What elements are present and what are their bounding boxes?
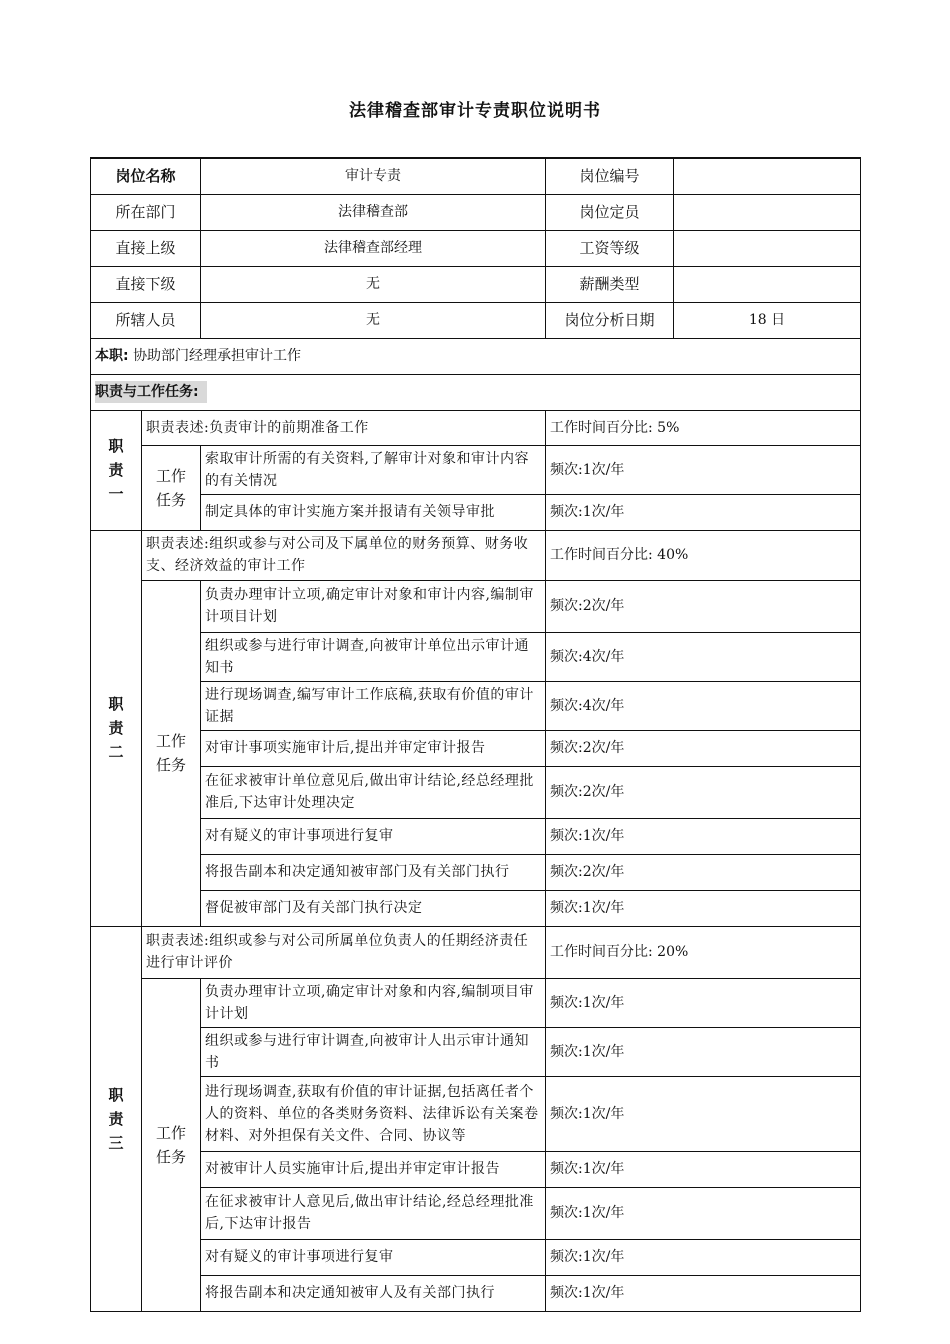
- duty-3-task-3: 进行现场调查,获取有价值的审计证据,包括离任者个人的资料、单位的各类财务资料、法律诉讼有关案卷材料、对外担保有关文件、合同、协议等: [201, 1076, 546, 1151]
- table-row: [91, 1239, 861, 1275]
- table-row: [91, 1275, 861, 1311]
- pay-type-value: [674, 266, 861, 302]
- info-row-department: [91, 194, 861, 230]
- table-row: [91, 766, 861, 818]
- duty-3-task-1: 负责办理审计立项,确定审计对象和内容,编制项目审计计划: [201, 978, 546, 1027]
- duties-header-cell: [91, 374, 861, 410]
- duty-1-task-1: 索取审计所需的有关资料,了解审计对象和审计内容的有关情况: [201, 445, 546, 494]
- position-code-value: [674, 158, 861, 194]
- duty-2-task-3-freq: 频次:4次/年: [546, 681, 861, 730]
- main-duty-cell: [91, 338, 861, 374]
- table-row: [91, 445, 861, 494]
- table-row: [91, 818, 861, 854]
- duty-2-task-2: 组织或参与进行审计调查,向被审计单位出示审计通知书: [201, 632, 546, 681]
- table-row: [91, 632, 861, 681]
- duties-header-row: [91, 374, 861, 410]
- position-code-label: 岗位编号: [546, 158, 674, 194]
- superior-label: 直接上级: [91, 230, 201, 266]
- table-row: [91, 681, 861, 730]
- subordinate-label: 直接下级: [91, 266, 201, 302]
- info-row-superior: [91, 230, 861, 266]
- table-row: [91, 854, 861, 890]
- duty-2-task-3: 进行现场调查,编写审计工作底稿,获取有价值的审计证据: [201, 681, 546, 730]
- duty-3-task-7-freq: 频次:1次/年: [546, 1275, 861, 1311]
- table-row: [91, 1076, 861, 1151]
- staff-value: 无: [201, 302, 546, 338]
- duty-2-task-2-freq: 频次:4次/年: [546, 632, 861, 681]
- duty-3-task-2: 组织或参与进行审计调查,向被审计人出示审计通知书: [201, 1027, 546, 1076]
- duty-3-task-3-freq: 频次:1次/年: [546, 1076, 861, 1151]
- duty-2-task-8: 督促被审部门及有关部门执行决定: [201, 890, 546, 926]
- duty-1-name: 职责一: [91, 410, 142, 530]
- position-name-value: 审计专责: [201, 158, 546, 194]
- table-row: [91, 580, 861, 632]
- duty-3-task-7: 将报告副本和决定通知被审人及有关部门执行: [201, 1275, 546, 1311]
- subordinate-value: 无: [201, 266, 546, 302]
- table-row: [91, 1187, 861, 1239]
- salary-grade-label: 工资等级: [546, 230, 674, 266]
- table-row: [91, 494, 861, 530]
- pay-type-label: 薪酬类型: [546, 266, 674, 302]
- duty-3-task-6-freq: 频次:1次/年: [546, 1239, 861, 1275]
- info-row-staff: [91, 302, 861, 338]
- duty-1-task-1-freq: 频次:1次/年: [546, 445, 861, 494]
- duty-3-task-6: 对有疑义的审计事项进行复审: [201, 1239, 546, 1275]
- duty-2-task-4: 对审计事项实施审计后,提出并审定审计报告: [201, 730, 546, 766]
- table-row: [91, 1027, 861, 1076]
- duty-2-task-6: 对有疑义的审计事项进行复审: [201, 818, 546, 854]
- duty-2-task-7-freq: 频次:2次/年: [546, 854, 861, 890]
- headcount-label: 岗位定员: [546, 194, 674, 230]
- duty-2-name: 职责二: [91, 530, 142, 926]
- duty-2-task-4-freq: 频次:2次/年: [546, 730, 861, 766]
- duty-3-time-percent: 工作时间百分比: 20%: [546, 926, 861, 978]
- staff-label: 所辖人员: [91, 302, 201, 338]
- main-duty-text: 协助部门经理承担审计工作: [133, 348, 302, 364]
- duty-2-task-5: 在征求被审计单位意见后,做出审计结论,经总经理批准后,下达审计处理决定: [201, 766, 546, 818]
- duty-1-task-label: 工作任务: [142, 445, 201, 530]
- table-row: [91, 978, 861, 1027]
- duty-3-task-5: 在征求被审计人意见后,做出审计结论,经总经理批准后,下达审计报告: [201, 1187, 546, 1239]
- info-row-subordinate: [91, 266, 861, 302]
- superior-value: 法律稽查部经理: [201, 230, 546, 266]
- duty-2-task-1: 负责办理审计立项,确定审计对象和审计内容,编制审计项目计划: [201, 580, 546, 632]
- duty-2-task-7: 将报告副本和决定通知被审部门及有关部门执行: [201, 854, 546, 890]
- duty-1-task-2-freq: 频次:1次/年: [546, 494, 861, 530]
- duty-1-time-percent: 工作时间百分比: 5%: [546, 410, 861, 445]
- duty-1-description-row: [91, 410, 861, 445]
- duty-3-description: 职责表述:组织或参与对公司所属单位负责人的任期经济责任进行审计评价: [142, 926, 546, 978]
- duty-2-time-percent: 工作时间百分比: 40%: [546, 530, 861, 580]
- analysis-date-label: 岗位分析日期: [546, 302, 674, 338]
- table-row: [91, 1151, 861, 1187]
- duty-3-name: 职责三: [91, 926, 142, 1311]
- department-value: 法律稽查部: [201, 194, 546, 230]
- duty-1-description: 职责表述:负责审计的前期准备工作: [142, 410, 546, 445]
- department-label: 所在部门: [91, 194, 201, 230]
- duty-3-task-4-freq: 频次:1次/年: [546, 1151, 861, 1187]
- duty-2-task-1-freq: 频次:2次/年: [546, 580, 861, 632]
- page-title: 法律稽查部审计专责职位说明书: [349, 101, 601, 121]
- salary-grade-value: [674, 230, 861, 266]
- info-row-position: [91, 158, 861, 194]
- duty-2-description-row: [91, 530, 861, 580]
- duty-3-description-row: [91, 926, 861, 978]
- duty-2-task-8-freq: 频次:1次/年: [546, 890, 861, 926]
- duty-3-task-4: 对被审计人员实施审计后,提出并审定审计报告: [201, 1151, 546, 1187]
- table-row: [91, 730, 861, 766]
- duty-3-task-label: 工作任务: [142, 978, 201, 1311]
- duty-2-description: 职责表述:组织或参与对公司及下属单位的财务预算、财务收支、经济效益的审计工作: [142, 530, 546, 580]
- duty-3-task-1-freq: 频次:1次/年: [546, 978, 861, 1027]
- analysis-date-value: 18 日: [674, 302, 861, 338]
- main-duty-label: 本职:: [95, 348, 129, 364]
- duty-3-task-2-freq: 频次:1次/年: [546, 1027, 861, 1076]
- duty-2-task-6-freq: 频次:1次/年: [546, 818, 861, 854]
- duties-header: 职责与工作任务:: [95, 381, 207, 403]
- position-name-label: 岗位名称: [91, 158, 201, 194]
- job-description-table: [90, 157, 861, 1312]
- duty-2-task-label: 工作任务: [142, 580, 201, 926]
- main-duty-row: [91, 338, 861, 374]
- duty-2-task-5-freq: 频次:2次/年: [546, 766, 861, 818]
- headcount-value: [674, 194, 861, 230]
- duty-3-task-5-freq: 频次:1次/年: [546, 1187, 861, 1239]
- duty-1-task-2: 制定具体的审计实施方案并报请有关领导审批: [201, 494, 546, 530]
- table-row: [91, 890, 861, 926]
